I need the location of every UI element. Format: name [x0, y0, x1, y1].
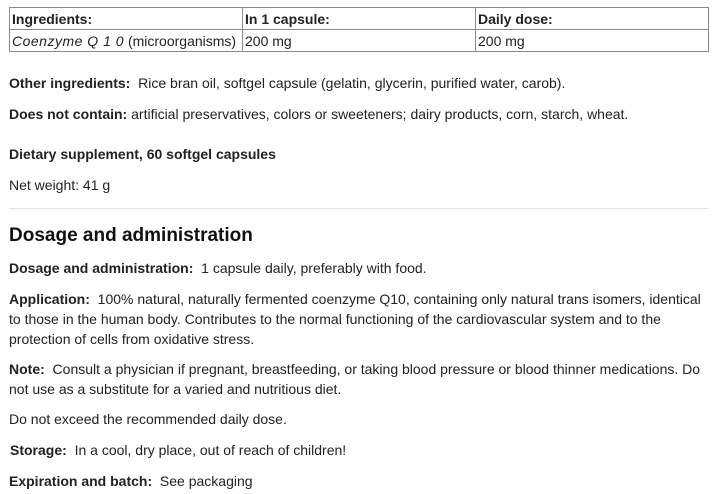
table-row: [10, 30, 709, 52]
section-divider: [9, 208, 708, 209]
storage-label: Storage:: [10, 442, 67, 458]
dosage: [9, 258, 427, 278]
storage: [10, 440, 346, 460]
application: [9, 289, 708, 349]
does-not-contain-label: Does not contain:: [9, 106, 128, 122]
other-ingredients: [9, 73, 565, 93]
ingredient-cell: [10, 30, 243, 52]
per-capsule-cell: 200 mg: [243, 30, 476, 52]
note-text: Consult a physician if pregnant, breastfeeding, or taking blood pressure or blood thinner medications. Do not use as a substitute for a varied and nutritious diet.: [9, 361, 704, 397]
expiration-text: See packaging: [152, 473, 253, 489]
other-ingredients-label: Other ingredients:: [9, 75, 131, 91]
net-weight: Net weight: 41 g: [9, 177, 111, 193]
note-label: Note:: [9, 361, 45, 377]
other-ingredients-text: Rice bran oil, softgel capsule (gelatin, glycerin, purified water, carob).: [130, 75, 566, 91]
storage-text: In a cool, dry place, out of reach of children!: [66, 442, 347, 458]
do-not-exceed: Do not exceed the recommended daily dose.: [9, 411, 287, 427]
does-not-contain-text: artificial preservatives, colors or sweeteners; dairy products, corn, starch, wheat.: [127, 106, 629, 122]
ingredient-source: (microorganisms): [124, 32, 237, 49]
expiration-label: Expiration and batch:: [9, 473, 153, 489]
daily-dose-cell: 200 mg: [476, 30, 709, 52]
note: [9, 359, 708, 399]
header-daily-dose: Daily dose:: [476, 8, 709, 30]
does-not-contain: [9, 104, 628, 124]
header-ingredients: Ingredients:: [10, 8, 243, 30]
application-label: Application:: [9, 291, 90, 307]
dosage-text: 1 capsule daily, preferably with food.: [193, 260, 427, 276]
product-info: [9, 7, 708, 489]
expiration: [9, 471, 253, 491]
ingredient-name: Coenzyme Q 1 0: [12, 32, 125, 49]
application-text: 100% natural, naturally fermented coenzyme Q10, containing only natural trans isomers, identical to those in the human body. Contributes to the normal functioning of the cardiovascular system and to the protection of cells from oxidative stress.: [9, 291, 705, 347]
header-per-capsule: In 1 capsule:: [243, 8, 476, 30]
ingredients-table: [9, 7, 709, 52]
dosage-label: Dosage and administration:: [9, 260, 194, 276]
table-header-row: [10, 8, 709, 30]
section-title: Dosage and administration: [9, 225, 253, 246]
dietary-supplement: Dietary supplement, 60 softgel capsules: [9, 146, 276, 162]
